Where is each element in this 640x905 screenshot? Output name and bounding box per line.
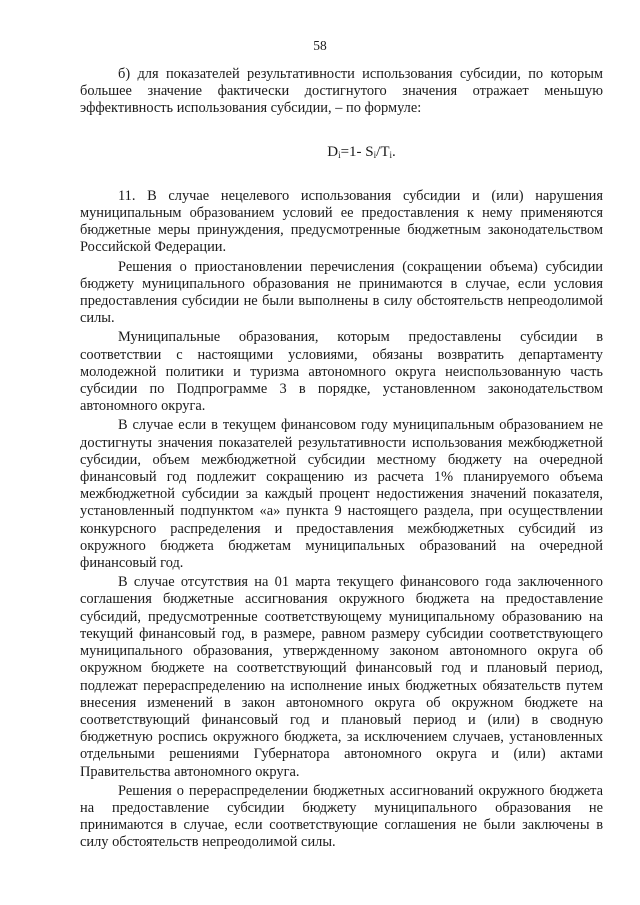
formula-middle: =1- S [340,143,374,160]
paragraph-suspension-decisions: Решения о приостановлении перечисления (сокращении объема) субсидии бюджету муниципального образования не принимаются в случае, если условия предоставления субсидии не были выполнены в силу обстоятельств непреодолимой силы. [80,258,603,327]
formula-lhs: D [327,143,339,160]
paragraph-reallocation: В случае отсутствия на 01 марта текущего финансового года заключенного соглашения бюджетные ассигнования окружного бюджета на предоставление субсидий, предусмотренные соответствующему муниципальному образованию на текущий финансовый год, в размере, равном размеру субсидии соответствующего муниципального образования, утвержденному законом автономного округа об окружном бюджете на соответствующий финансовый год и плановый период, подлежат перераспределению на исполнение иных бюджетных обязательств путем внесения изменений в закон автономного округа об окружном бюджете на соответствующий финансовый год и плановый период и (или) в сводную бюджетную роспись окружного бюджета, за исключением случаев, установленных отдельными решениями Губернатора автономного округа и (или) актами Правительства автономного округа. [80,574,603,780]
formula-end-sub: i [389,149,393,160]
formula-slash: /T [376,143,390,160]
formula [80,144,603,164]
formula-lhs-sub: i [338,149,341,160]
paragraph-return-obligation: Муниципальные образования, которым предоставлены субсидии в соответствии с настоящими условиями, обязаны возвратить департаменту молодежной политики и туризма автономного округа неиспользованную часть субсидии по Подпрограмме 3 в порядке, установленном законодательством автономного округа. [80,329,603,415]
page-number: 58 [313,38,327,53]
intro-paragraph: б) для показателей результативности использования субсидии, по которым большее значение фактически достигнутого значения отражает меньшую эффективность использования субсидии, – по формуле: [80,66,603,117]
document-body [80,66,603,852]
paragraph-reallocation-exception: Решения о перераспределении бюджетных ассигнований окружного бюджета на предоставление субсидии бюджету муниципального образования не принимаются в случае, если соответствующие соглашения не были заключены в силу обстоятельств непреодолимой силы. [80,782,603,851]
paragraph-11-misuse: 11. В случае нецелевого использования субсидии и (или) нарушения муниципальным образованием условий ее предоставления к нему применяются бюджетные меры принуждения, предусмотренные бюджетным законодательством Российской Федерации. [80,187,603,256]
formula-tail: . [392,143,396,160]
paragraph-subsidy-reduction: В случае если в текущем финансовом году муниципальным образованием не достигнуты значения показателей результативности использования межбюджетной субсидии, объем межбюджетной субсидии местному бюджету на очередной финансовый год подлежит сокращению из расчета 1% планируемого объема межбюджетной субсидии за каждый процент недостижения значений показателя, установленный подпунктом «а» пункта 9 настоящего раздела, при осуществлении конкурсного распределения и предоставления межбюджетных субсидий из окружного бюджета бюджетам муниципальных образований на очередной финансовый год. [80,417,603,572]
formula-middle-sub: i [373,149,377,160]
